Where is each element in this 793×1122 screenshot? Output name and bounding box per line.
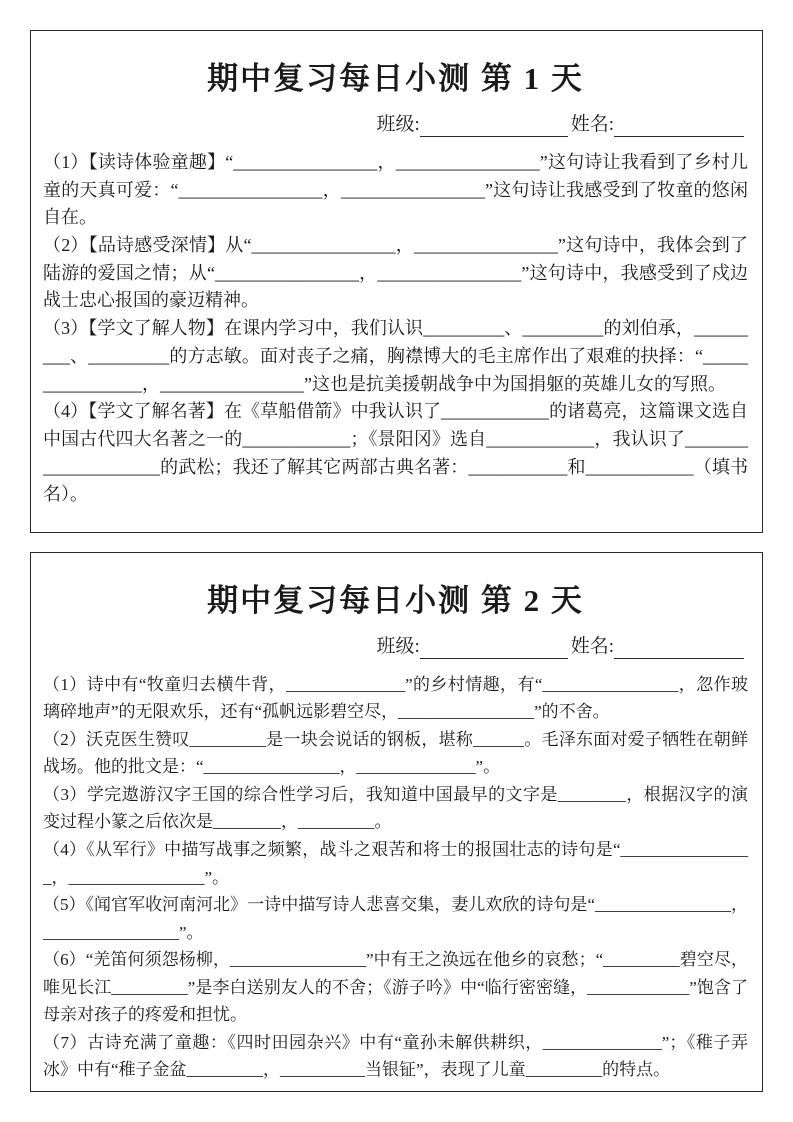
student-info-row-day2 xyxy=(43,636,744,659)
quiz-title-day1: 期中复习每日小测 第 1 天 xyxy=(207,61,584,96)
class-label: 班级: xyxy=(376,114,420,135)
name-blank-line xyxy=(614,637,744,659)
quiz-title-day2: 期中复习每日小测 第 2 天 xyxy=(207,583,584,618)
name-label: 姓名: xyxy=(570,636,614,657)
quiz-section-day1 xyxy=(30,30,763,533)
day2-question-4: （4）《从军行》中描写战事之频繁，战斗之艰苦和将士的报国壮志的诗句是“________________，________________”。 xyxy=(43,839,748,887)
day2-question-7: （7）古诗充满了童趣：《四时田园杂兴》中有“童孙未解供耕织，______________”；《稚子弄冰》中有“稚子金盆_________，__________当银钲”，表现了儿童_________的特点。 xyxy=(43,1032,748,1080)
class-blank-line xyxy=(420,637,568,659)
day2-question-6: （6）“羌笛何须怨杨柳，________________”中有王之涣远在他乡的哀愁；“_________碧空尽，唯见长江_________”是李白送别友人的不舍；《游子吟》中“临行密密缝，____________”饱含了母亲对孩子的疼爱和担忧。 xyxy=(43,950,748,1025)
class-label: 班级: xyxy=(376,636,420,657)
day2-question-5: （5）《闻官军收河南河北》一诗中描写诗人悲喜交集，妻儿欢欣的诗句是“________________，________________”。 xyxy=(43,895,748,942)
day1-question-3: （3）【学文了解人物】在课内学习中，我们认识_________、_________的刘伯承，_________、_________的方志敏。面对丧子之痛，胸襟博大的毛主席作出了艰难的抉择：“________________，________________”这也是抗美援朝战争中为国捐躯的英雄儿女的写照。 xyxy=(43,318,748,394)
day1-question-4: （4）【学文了解名著】在《草船借箭》中我认识了____________的诸葛亮，这篇课文选自中国古代四大名著之一的____________；《景阳冈》选自____________，我认识了____________________的武松；我还了解其它两部古典名著：___________和____________（填书名）。 xyxy=(43,401,748,505)
name-blank-line xyxy=(614,115,744,137)
student-info-row-day1 xyxy=(43,114,744,137)
questions-day1 xyxy=(43,149,748,509)
day2-question-2: （2）沃克医生赞叹_________是一块会说话的钢板，堪称______。毛泽东面对爱子牺牲在朝鲜战场。他的批文是：“________________，______________”。 xyxy=(43,729,748,777)
quiz-section-day2 xyxy=(30,552,763,1092)
day1-question-2: （2）【品诗感受深情】从“________________，________________”这句诗中，我体会到了陆游的爱国之情；从“________________，________________”这句诗中，我感受到了戍边战士忠心报国的豪迈精神。 xyxy=(43,234,748,311)
day1-question-1: （1）【读诗体验童趣】“________________，________________”这句诗让我看到了乡村儿童的天真可爱：“________________，________________”这句诗让我感受到了牧童的悠闲自在。 xyxy=(43,151,748,228)
name-label: 姓名: xyxy=(570,114,614,135)
day2-question-3: （3）学完遨游汉字王国的综合性学习后，我知道中国最早的文字是________，根据汉字的演变过程小篆之后依次是________，_________。 xyxy=(43,784,748,832)
class-blank-line xyxy=(420,115,568,137)
day2-question-1: （1）诗中有“牧童归去横牛背，______________”的乡村情趣，有“________________，忽作玻璃碎地声”的无限欢乐，还有“孤帆远影碧空尽，________________”的不舍。 xyxy=(43,674,748,722)
questions-day2 xyxy=(43,671,748,1084)
